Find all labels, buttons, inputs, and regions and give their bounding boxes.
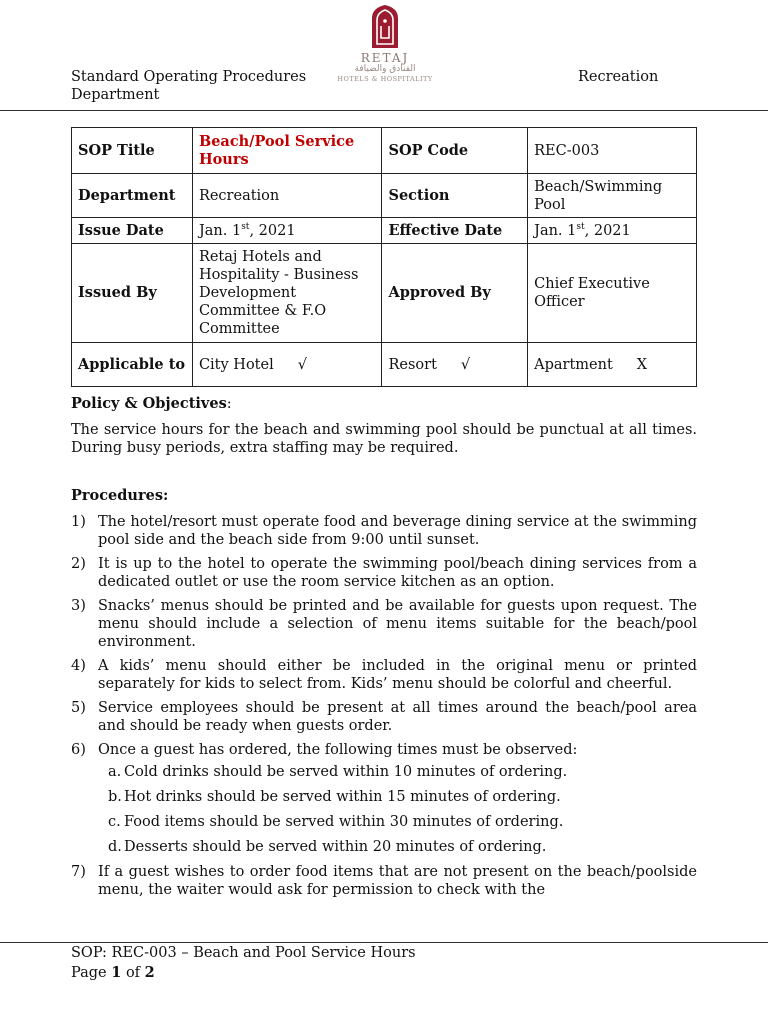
logo-arabic: الفنادق والضيافة [354, 64, 416, 74]
header-right: Recreation [578, 69, 659, 85]
list-item: 3) Snacks’ menus should be printed and be available for guests upon request. The menu should include a selection of menu items suitable for the beach/pool environment. [71, 598, 697, 650]
sop-code-value: REC-003 [528, 128, 697, 174]
header-left [71, 68, 306, 104]
table-row [72, 128, 697, 174]
procedures-list [71, 513, 697, 899]
approved-by-label: Approved By [382, 244, 528, 343]
page-footer [71, 944, 416, 983]
issued-by-label: Issued By [72, 244, 193, 343]
applicable-apartment: Apartment X [528, 343, 697, 387]
timing-sublist [98, 763, 697, 856]
approved-by-value: Chief Executive Officer [528, 244, 697, 343]
sop-info-table [71, 127, 697, 387]
list-item: 6) Once a guest has ordered, the following times must be observed: a. Cold drinks should be served within 10 minutes of ordering. b. Hot drinks should be served within 15 minutes of ordering. c. Food items should be served within 30 minutes of ordering. d. Desserts should be served within 20 minutes of ordering. [71, 741, 697, 856]
issued-by-value: Retaj Hotels and Hospitality - Business Development Committee & F.O Committee [192, 244, 382, 343]
logo-name: RETAJ [360, 51, 410, 65]
retaj-logo [335, 4, 435, 92]
page-number: Page 1 of 2 [71, 964, 155, 981]
list-item: 7) If a guest wishes to order food items that are not present on the beach/poolside menu, the waiter would ask for permission to check with the [71, 864, 697, 898]
list-item: 5) Service employees should be present at all times around the beach/pool area and should be ready when guests order. [71, 700, 697, 734]
list-item: 1) The hotel/resort must operate food and beverage dining service at the swimming pool side and the beach side from 9:00 until sunset. [71, 514, 697, 548]
list-item: 2) It is up to the hotel to operate the swimming pool/beach dining services from a dedicated outlet or use the room service kitchen as an option. [71, 556, 697, 590]
header-department-label: Department [71, 87, 160, 103]
footer-divider [0, 942, 768, 943]
table-row [72, 218, 697, 244]
section-label: Section [382, 174, 528, 218]
policy-heading: Policy & Objectives: [71, 395, 232, 412]
check-mark-icon: √ [460, 356, 471, 373]
list-item: 4) A kids’ menu should either be included in the original menu or printed separately for kids to select from. Kids’ menu should be colorful and cheerful. [71, 658, 697, 692]
logo-subtitle: HOTELS & HOSPITALITY [337, 75, 433, 83]
section-value: Beach/Swimming Pool [528, 174, 697, 218]
sop-title-value: Beach/Pool Service Hours [192, 128, 382, 174]
effective-date-value: Jan. 1st, 2021 [528, 218, 697, 244]
effective-date-label: Effective Date [382, 218, 528, 244]
list-item: c. Food items should be served within 30 minutes of ordering. [108, 814, 564, 830]
table-row [72, 343, 697, 387]
list-item: d. Desserts should be served within 20 minutes of ordering. [108, 839, 547, 855]
table-row [72, 174, 697, 218]
list-item: b. Hot drinks should be served within 15 minutes of ordering. [108, 789, 561, 805]
page-header [0, 0, 768, 110]
issue-date-value: Jan. 1st, 2021 [192, 218, 382, 244]
procedures-heading: Procedures: [71, 487, 169, 504]
cross-mark-icon: X [636, 356, 648, 373]
list-item: a. Cold drinks should be served within 10 minutes of ordering. [108, 764, 568, 780]
check-mark-icon: √ [297, 356, 307, 373]
sop-title-label: SOP Title [72, 128, 193, 174]
applicable-label: Applicable to [72, 343, 193, 387]
department-label: Department [72, 174, 193, 218]
applicable-resort: Resort √ [382, 343, 528, 387]
issue-date-label: Issue Date [72, 218, 193, 244]
sop-code-label: SOP Code [382, 128, 528, 174]
footer-sop-title: SOP: REC-003 – Beach and Pool Service Hours [71, 945, 416, 961]
applicable-city-hotel: City Hotel √ [192, 343, 382, 387]
department-value: Recreation [192, 174, 382, 218]
header-sop-label: Standard Operating Procedures [71, 69, 307, 85]
header-divider [0, 110, 768, 111]
sop-body [71, 395, 697, 905]
policy-text: The service hours for the beach and swimming pool should be punctual at all times. During busy periods, extra staffing may be required. [71, 422, 697, 456]
table-row [72, 244, 697, 343]
retaj-emblem-icon [368, 4, 402, 50]
